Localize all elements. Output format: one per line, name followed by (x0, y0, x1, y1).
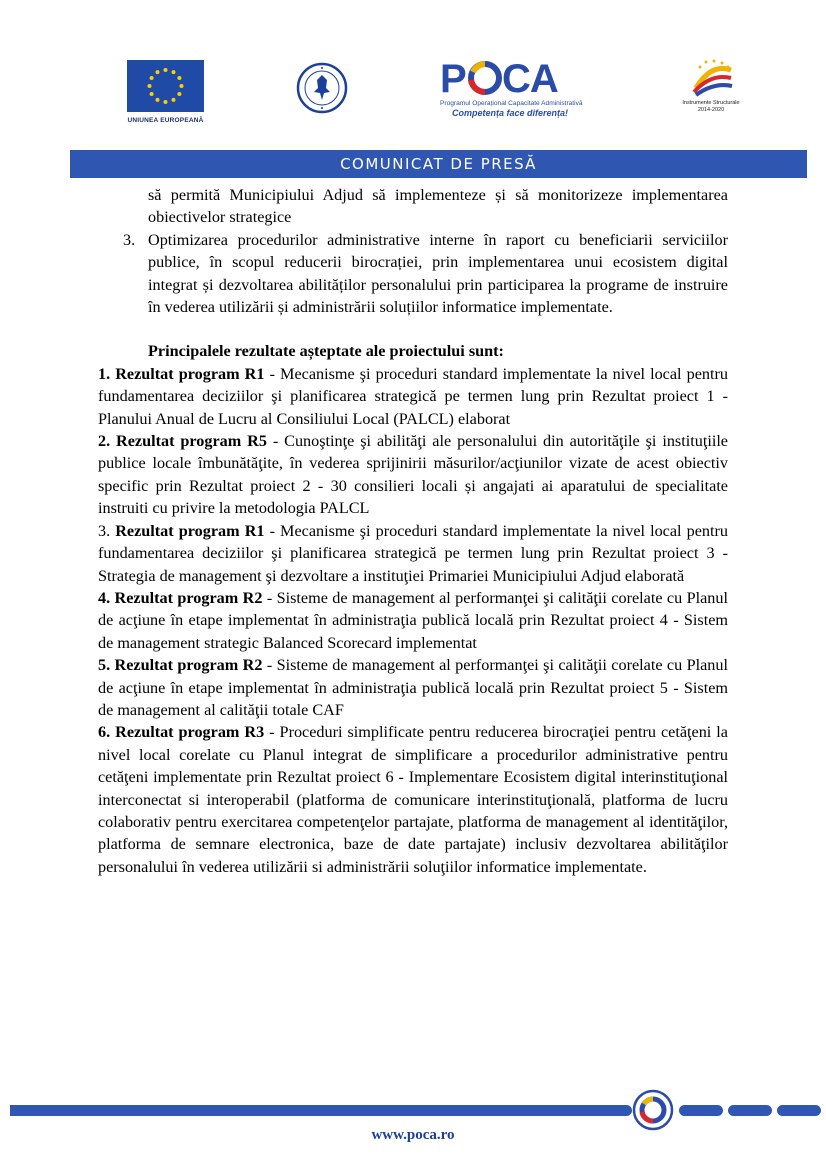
structural-instruments-years: 2014-2020 (697, 107, 725, 113)
svg-text:P: P (440, 58, 466, 98)
footer-segment (728, 1105, 772, 1116)
poca-logo (440, 58, 585, 118)
list-item-text: Optimizarea procedurilor administrative interne în raport cu beneficiarii serviciilor publice, în scopul reducerii birocrației, prin implementarea unui ecosistem digital integrat și dezvoltarea abilităților personalului prin participarea la programe de instruire în vederea utilizării și administrării soluțiilor informatice implementate. (148, 230, 728, 317)
result-item-6 (98, 721, 728, 878)
result-item-4 (98, 587, 728, 654)
result-label: Rezultat program R1 (115, 521, 265, 540)
result-label: 2. Rezultat program R5 (98, 432, 267, 451)
result-label: 6. Rezultat program R3 (98, 723, 265, 742)
structural-instruments-icon (676, 58, 746, 98)
result-item-5 (98, 654, 728, 721)
result-label: 1. Rezultat program R1 (98, 364, 265, 383)
poca-emblem-icon (632, 1089, 674, 1131)
results-heading: Principalele rezultate așteptate ale proiectului sunt: (148, 342, 504, 361)
result-text: - Cunoştinţe şi abilităţi ale personalului din autorităţile şi instituţiile publice locale îmbunătăţite, în vederea sprijinirii măsurilor/acţiunilor vizate de acest obiectiv specific prin Rezultat proiect 2 - 30 consilieri locali și angajati ai aparatului de specialitate instruiti cu privire la metodologia PALCL (98, 432, 728, 518)
eu-flag-icon (127, 60, 204, 112)
footer-website-link[interactable]: www.poca.ro (371, 1127, 455, 1143)
structural-instruments-caption: Instrumente Structurale (682, 100, 740, 106)
result-label: 4. Rezultat program R2 (98, 588, 263, 607)
result-prefix: 3. (98, 521, 116, 540)
poca-wordmark (440, 58, 585, 106)
footer-segment (777, 1105, 821, 1116)
eu-logo (127, 60, 204, 124)
press-release-banner: COMUNICAT DE PRESĂ (70, 150, 807, 178)
result-item-1 (98, 363, 728, 430)
document-body (98, 184, 728, 878)
list-item-number: 3. (123, 230, 136, 249)
result-text: - Proceduri simplificate pentru reducerea birocraţiei pentru cetăţeni la nivel local corelate cu Planul integrat de simplificare a procedurilor administrative pentru cetăţeni implementate prin Rezultat proiect 6 - Implementare Ecosistem digital interinstituţional interconectat si interoperabil (platforma de comunicare interinstituţională, platforma de lucru colaborativ pentru exercitarea competenţelor partajate, platforma de management al identităţilor, platforma de semnare electronica, baze de date partajate) inclusiv dezvoltarea abilităţilor personalului în vederea utilizării si administrării soluţiilor informatice implementate. (98, 723, 728, 876)
list-item-3 (123, 229, 728, 319)
structural-instruments-logo (676, 58, 746, 118)
result-item-3 (98, 520, 728, 587)
result-item-2 (98, 430, 728, 520)
footer-bar (10, 1105, 632, 1116)
eu-caption: UNIUNEA EUROPEANĂ (127, 117, 204, 124)
list-continuation: să permită Municipiului Adjud să implementeze și să monitorizeze implementarea obiectivelor strategice (148, 186, 728, 227)
government-seal-icon (296, 62, 348, 114)
result-text: - Mecanisme şi proceduri standard implementate la nivel local pentru fundamentarea deciziilor şi planificarea strategică pe termen lung prin Rezultat proiect 3 - Strategia de management şi dezvoltare a instituţiei Primariei Municipiului Adjud elaborată (98, 521, 728, 585)
svg-text:CA: CA (502, 58, 558, 98)
footer-segment (679, 1105, 723, 1116)
result-text: - Sisteme de management al performanţei şi calităţii corelate cu Planul de acţiune în etape implementat în administraţia publică locală prin Rezultat proiect 4 - Sistem de management strategic Balanced Scorecard implementat (98, 588, 728, 652)
poca-slogan: Competența face diferența! (452, 108, 569, 118)
poca-program-tagline: Programul Operațional Capacitate Administrativă (440, 100, 583, 107)
result-text: - Mecanisme şi proceduri standard implementate la nivel local pentru fundamentarea deciziilor şi planificarea strategică pe termen lung prin Rezultat proiect 1 - Planului Anual de Lucru al Consiliului Local (PALCL) elaborat (98, 364, 728, 428)
result-text: - Sisteme de management al performanţei şi calităţii corelate cu Planul de acţiune în etape implementat în administraţia publică locală prin Rezultat proiect 5 - Sistem de management al calităţii totale CAF (98, 656, 728, 719)
result-label: 5. Rezultat program R2 (98, 656, 263, 675)
